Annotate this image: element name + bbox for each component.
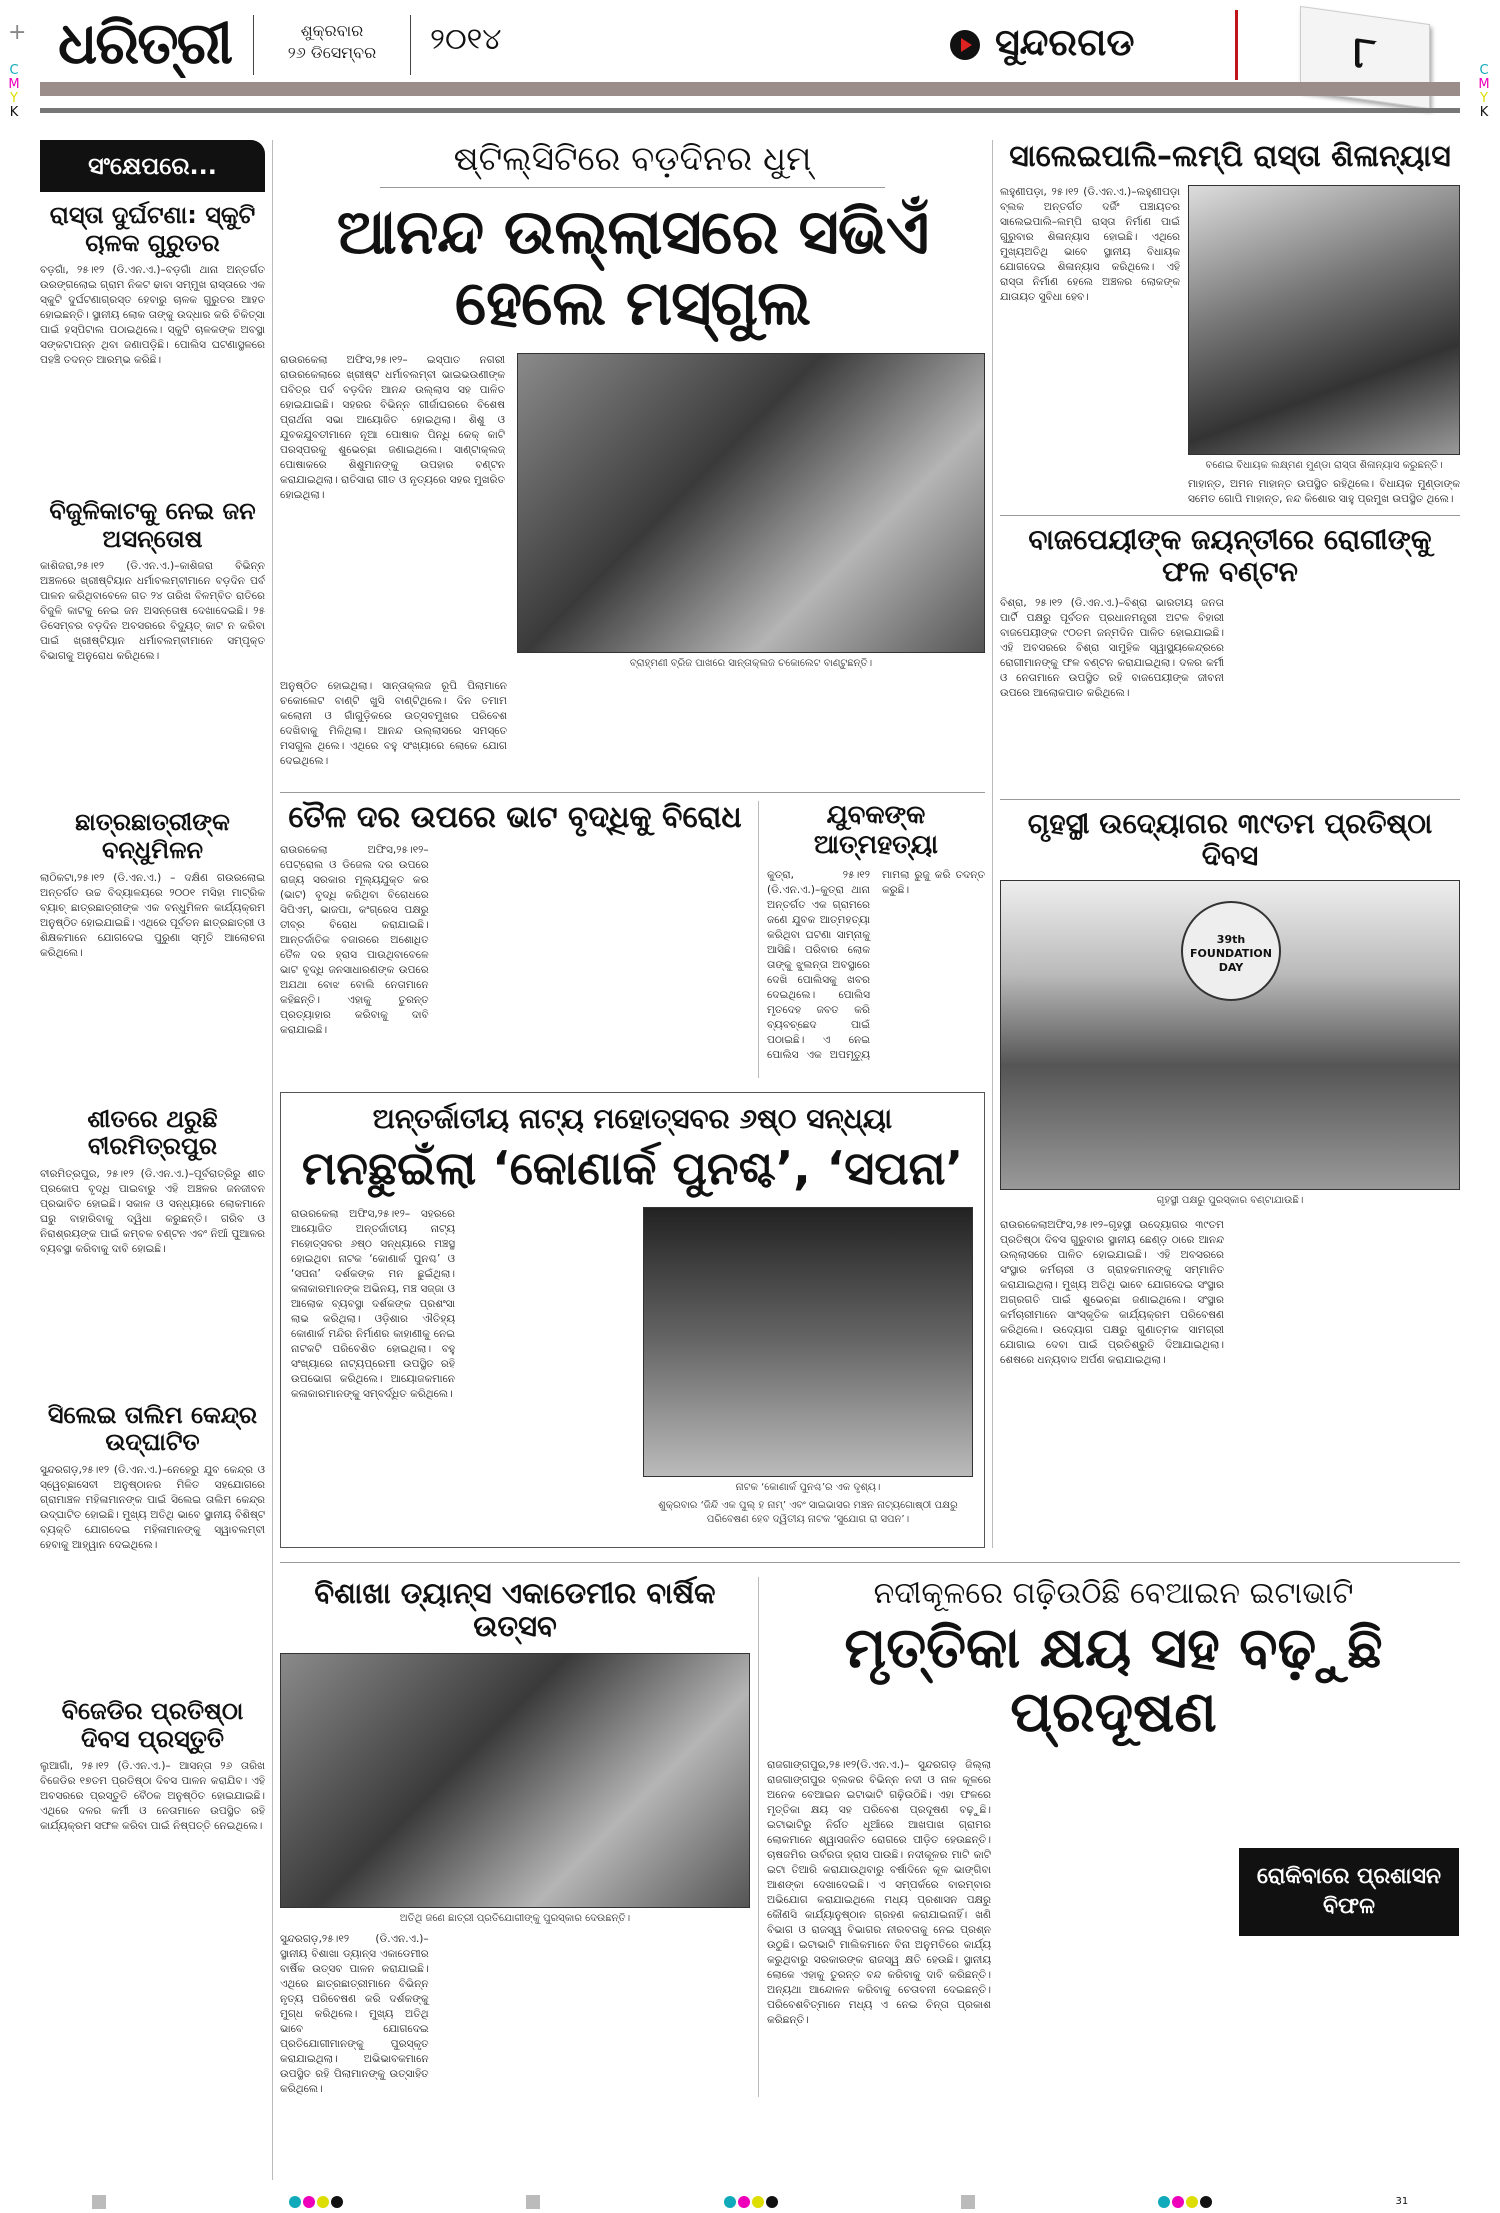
- drama-body: ରାଉରକେଲା ଅଫିସ,୨୫।୧୨– ସହରରେ ଆୟୋଜିତ ଅନ୍ତର୍ଜାତୀୟ ନାଟ୍ୟ ମହୋତ୍ସବର ୬ଷ୍ଠ ସନ୍ଧ୍ୟାରେ ମଞ୍ଚସ୍ଥ ହୋଇଥିବା ନାଟକ ‘କୋଣାର୍କ ପୁନଶ୍ଚ’ ଓ ‘ସପନା’ ଦର୍ଶକଙ୍କ ମନ ଛୁଇଁଥିଲା। କଳାକାରମାନଙ୍କ ଅଭିନୟ, ମଞ୍ଚ ସଜ୍ଜା ଓ ଆଲୋକ ବ୍ୟବସ୍ଥା ଦର୍ଶକଙ୍କ ପ୍ରଶଂସା ଲାଭ କରିଥିଲା। ଓଡ଼ିଶାର ଐତିହ୍ୟ କୋଣାର୍କ ମନ୍ଦିର ନିର୍ମାଣର କାହାଣୀକୁ ନେଇ ନାଟକଟି ପରିବେଶିତ ହୋଇଥିଲା। ବହୁ ସଂଖ୍ୟାରେ ନାଟ୍ୟପ୍ରେମୀ ଉପସ୍ଥିତ ରହି ଉପଭୋଗ କରିଥିଲେ। ଆୟୋଜକମାନେ କଳାକାରମାନଙ୍କୁ ସମ୍ବର୍ଦ୍ଧିତ କରିଥିଲେ।: [291, 1207, 455, 1400]
- header-rule-thick: [40, 82, 1460, 96]
- color-register-dots: [724, 2196, 778, 2208]
- drama-festival-box: [280, 1092, 985, 1547]
- soil-headline: ମୃତ୍ତିକା କ୍ଷୟ ସହ ବଢ଼ୁଛି ପ୍ରଦୂଷଣ: [844, 1616, 1383, 1746]
- brief-story: [40, 1402, 265, 1688]
- header-rule-thin: [40, 108, 1460, 113]
- masthead-logo: ଧରିତ୍ରୀ: [58, 9, 232, 77]
- section-rule: [1000, 515, 1460, 516]
- color-register-dots: [289, 2196, 343, 2208]
- soil-row: [767, 1758, 1460, 2088]
- lead-photo-block: [517, 353, 985, 671]
- brief-body: କାଶିଜରା,୨୫।୧୨ (ଡି.ଏନ.ଏ.)–କାଶିଜରା ବିଭିନ୍ନ ଅଞ୍ଚଳରେ ଖ୍ରୀଷ୍ଟିୟାନ ଧର୍ମାବଲମ୍ବୀମାନେ ବଡ଼ଦିନ ପର୍ବ ପାଳନ କରିଥିବାବେଳେ ଗତ ୨୪ ତାରିଖ ବିଳମ୍ବିତ ରାତିରେ ବିଜୁଳି କାଟକୁ ନେଇ ଜନ ଅସନ୍ତୋଷ ଦେଖାଦେଇଛି। ୨୫ ଡିସେମ୍ବର ବଡ଼ଦିନ ଅବସରରେ ବିଦ୍ୟୁତ୍ କାଟ ନ କରିବା ପାଇଁ ଖ୍ରୀଷ୍ଟିୟାନ ଧର୍ମାବଲମ୍ବୀମାନେ ସମ୍ପୃକ୍ତ ବିଭାଗକୁ ଅନୁରୋଧ କରିଥିଲେ।: [40, 560, 265, 663]
- soil-story: [767, 1577, 1460, 2088]
- header-day: ଶୁକ୍ରବାର: [300, 21, 364, 40]
- play-icon: [950, 30, 980, 60]
- top-row: [280, 140, 1460, 1548]
- foundation-day-photo: [1000, 880, 1460, 1190]
- section-rule: [280, 1562, 1460, 1563]
- brief-story: [40, 809, 265, 1095]
- drama-kicker: ଅନ୍ତର୍ଜାତୀୟ ନାଟ୍ୟ ମହୋତ୍ସବର ୬ଷ୍ଠ ସନ୍ଧ୍ୟା: [372, 1102, 893, 1136]
- brief-headline: ଛାତ୍ରଛାତ୍ରୀଙ୍କ ବନ୍ଧୁମିଳନ: [75, 808, 230, 864]
- gray-bar: [92, 2195, 106, 2209]
- brief-story: [40, 1106, 265, 1392]
- brief-story: [40, 1698, 265, 1834]
- page-number: ୮: [1353, 26, 1377, 81]
- center-column: [280, 140, 985, 1548]
- drama-row: [291, 1207, 974, 1537]
- header-year: ୨୦୧୪: [430, 22, 502, 57]
- brief-headline: ସିଲେଇ ତାଲିମ କେନ୍ଦ୍ର ଉଦ୍‌ଘାଟିତ: [47, 1400, 258, 1457]
- suicide-body: କୁତ୍ରା, ୨୫।୧୨ (ଡି.ଏନ.ଏ.)–କୁତ୍ରା ଥାନା ଅନ୍ତର୍ଗତ ଏକ ଗ୍ରାମରେ ଜଣେ ଯୁବକ ଆତ୍ମହତ୍ୟା କରିଥିବା ଘଟଣା ସାମ୍ନାକୁ ଆସିଛି। ପରିବାର ଲୋକ ତାଙ୍କୁ ଝୁଲନ୍ତା ଅବସ୍ଥାରେ ଦେଖି ପୋଲିସକୁ ଖବର ଦେଇଥିଲେ। ପୋଲିସ ମୃତଦେହ ଜବତ କରି ବ୍ୟବଚ୍ଛେଦ ପାଇଁ ପଠାଇଛି। ଏ ନେଇ ପୋଲିସ ଏକ ଅପମୃତ୍ୟୁ ମାମଲା ରୁଜୁ କରି ତଦନ୍ତ କରୁଛି।: [767, 869, 985, 1062]
- grihasthi-body: ରାଉରକେଲାଅଫିସ,୨୫।୧୨–ଗୃହସ୍ଥୀ ଉଦ୍ୟୋଗର ୩୯ତମ ପ୍ରତିଷ୍ଠା ଦିବସ ଗୁରୁବାର ସ୍ଥାନୀୟ ଛେଣ୍ଡ଼ ଠାରେ ଆନନ୍ଦ ଉଲ୍ଲାସରେ ପାଳିତ ହୋଇଯାଇଛି। ଏହି ଅବସରରେ ସଂସ୍ଥାର କର୍ମଚାରୀ ଓ ଗ୍ରାହକମାନଙ୍କୁ ସମ୍ମାନିତ କରାଯାଇଥିଲା। ମୁଖ୍ୟ ଅତିଥି ଭାବେ ଯୋଗଦେଇ ସଂସ୍ଥାର ଅଗ୍ରଗତି ପାଇଁ ଶୁଭେଚ୍ଛା ଜଣାଇଥିଲେ। ସଂସ୍ଥାର କର୍ମଚାରୀମାନେ ସାଂସ୍କୃତିକ କାର୍ଯ୍ୟକ୍ରମ ପରିବେଷଣ କରିଥିଲେ। ଉଦ୍ୟୋଗ ପକ୍ଷରୁ ଗୁଣାତ୍ମକ ସାମଗ୍ରୀ ଯୋଗାଇ ଦେବା ପାଇଁ ପ୍ରତିଶ୍ରୁତି ଦିଆଯାଇଥିଲା। ଶେଷରେ ଧନ୍ୟବାଦ ଅର୍ପଣ କରାଯାଇଥିଲା।: [1000, 1219, 1224, 1367]
- column-divider: [272, 140, 273, 2180]
- soil-kicker: ନଦୀକୂଳରେ ଗଢ଼ିଉଠିଛି ବେଆଇନ ଇଟାଭାଟି: [873, 1575, 1354, 1611]
- visakha-photo-caption: ଅତିଥି ଜଣେ ଛାତ୍ରୀ ପ୍ରତିଯୋଗୀଙ୍କୁ ପୁରସ୍କାର ଦେଉଛନ୍ତି।: [399, 1913, 631, 1925]
- header-divider: [253, 15, 254, 75]
- brief-headline: ରାସ୍ତା ଦୁର୍ଘଟଣା: ସ୍କୁଟି ଚାଳକ ଗୁରୁତର: [49, 201, 256, 257]
- column-divider: [758, 801, 759, 1079]
- suicide-headline: ଯୁବକଙ୍କ ଆତ୍ମହତ୍ୟା: [813, 799, 939, 860]
- gray-bar: [526, 2195, 540, 2209]
- drama-photo-block: [643, 1207, 973, 1527]
- oil-story: [280, 801, 750, 1054]
- section-rule: [280, 792, 985, 793]
- drama-photo-note: ଶୁକ୍ରବାର ‘ଜିନ୍ଦି ଏକ ପୁଲ୍ ହ ନାମ୍’ ଏବଂ ସାଇଭାସର ମଞ୍ଚନ ନାଟ୍ୟଗୋଷ୍ଠୀ ପକ୍ଷରୁ ପରିବେଷଣ ହେବ ଦ୍ୱିତୀୟ ନାଟକ ‘ସୁଯୋଗ ରା ସପନ’।: [658, 1499, 958, 1525]
- footer-strip: [0, 2190, 1500, 2213]
- oil-suicide-row: [280, 801, 985, 1079]
- vajpayee-headline: ବାଜପେୟୀଙ୍କ ଜୟନ୍ତୀରେ ରୋଗୀଙ୍କୁ ଫଳ ବଣ୍ଟନ: [1028, 522, 1432, 588]
- color-register-dots: [1158, 2196, 1212, 2208]
- grihasthi-photo-caption: ଗୃହସ୍ଥୀ ପକ୍ଷରୁ ପୁରସ୍କାର ବଣ୍ଟାଯାଉଛି।: [1156, 1195, 1304, 1207]
- bottom-row: [280, 1577, 1460, 2098]
- header-date: [262, 20, 402, 64]
- brief-body: ଲାଠିକଟା,୨୫।୧୨ (ଡି.ଏନ.ଏ.) – ଦକ୍ଷିଣ ଗଉରଲୋଇ ଅନ୍ତର୍ଗତ ଉଚ୍ଚ ବିଦ୍ୟାଳୟରେ ୨୦୦୧ ମସିହା ମାଟ୍ରିକ ବ୍ୟାଚ୍ ଛାତ୍ରଛାତ୍ରୀଙ୍କ ଏକ ବନ୍ଧୁମିଳନ କାର୍ଯ୍ୟକ୍ରମ ଅନୁଷ୍ଠିତ ହୋଇଯାଇଛି। ଏଥିରେ ପୂର୍ବତନ ଛାତ୍ରଛାତ୍ରୀ ଓ ଶିକ୍ଷକମାନେ ଯୋଗଦେଇ ପୁରୁଣା ସ୍ମୃତି ଆଲୋଚନା କରିଥିଲେ।: [40, 871, 265, 959]
- salei-body-continued: ମାହାନ୍ତ, ଅମନ ମାହାନ୍ତ ଉପସ୍ଥିତ ରହିଥିଲେ। ବିଧାୟକ ମୁଣ୍ଡାଙ୍କ ସମେତ ଗୋପି ମାହାନ୍ତ, ନନ୍ଦ କିଶୋର ସାହୁ ପ୍ରମୁଖ ଉପସ୍ଥିତ ଥିଲେ।: [1188, 477, 1460, 505]
- dance-academy-award-photo: [280, 1653, 750, 1908]
- brief-headline: ବିଜୁଳିକାଟକୁ ନେଇ ଜନ ଅସନ୍ତୋଷ: [49, 497, 256, 553]
- header-date-text: ୨୬ ଡିସେମ୍ବର: [287, 43, 377, 62]
- gray-bar: [961, 2195, 975, 2209]
- visakha-headline: ବିଶାଖା ଡ୍ୟାନ୍ସ ଏକାଡେମୀର ବାର୍ଷିକ ଉତ୍ସବ: [314, 1575, 716, 1643]
- suicide-story: [767, 801, 985, 1079]
- brief-body: ଲୁଆଗାଁ, ୨୫।୧୨ (ଡି.ଏନ.ଏ.)– ଆସନ୍ତା ୨୬ ତାରିଖ ବିଜେଡିର ୧୭ତମ ପ୍ରତିଷ୍ଠା ଦିବସ ପାଳନ କରାଯିବ। ଏହି ଅବସରରେ ପ୍ରସ୍ତୁତି ବୈଠକ ଅନୁଷ୍ଠିତ ହୋଇଯାଇଛି। ଏଥିରେ ଦଳର କର୍ମୀ ଓ ନେତାମାନେ ଉପସ୍ଥିତ ରହି କାର୍ଯ୍ୟକ୍ରମ ସଫଳ କରିବା ପାଇଁ ନିଷ୍ପତ୍ତି ନେଇଥିଲେ।: [40, 1760, 265, 1833]
- brief-headline: ଶୀତରେ ଥରୁଛି ବୀରମିତ୍ରପୁର: [87, 1104, 218, 1161]
- foundation-day-banner: 39th FOUNDATION DAY: [1181, 901, 1281, 1001]
- lead-kicker: ଷ୍ଟିଲ୍‌ସିଟିରେ ବଡ଼ଦିନର ଧୁମ୍: [453, 139, 812, 179]
- lead-headline: ଆନନ୍ଦ ଉଲ୍ଲାସରେ ସଭିଏଁ ହେଲେ ମସ୍‌ଗୁଲ: [336, 195, 929, 340]
- right-column: [1000, 140, 1460, 1518]
- drama-photo-caption: ନାଟକ ‘କୋଣାର୍କ ପୁନଶ୍ଚ’ର ଏକ ଦୃଶ୍ୟ।: [735, 1481, 881, 1493]
- drama-stage-photo: [643, 1207, 973, 1477]
- lead-body-continued: ଅନୁଷ୍ଠିତ ହୋଇଥିଲା। ସାନ୍ତାକ୍ଲଜ ରୂପି ପିଲାମାନେ ଚକୋଲେଟ ବାଣ୍ଟି ଖୁସି ବାଣ୍ଟିଥିଲେ। ଦିନ ତମାମ କଲୋନୀ ଓ ଗାଁଗୁଡ଼ିକରେ ଉତ୍ସବମୁଖର ପରିବେଶ ଦେଖିବାକୁ ମିଳିଥିଲା। ଆନନ୍ଦ ଉଲ୍ଲାସରେ ସମସ୍ତେ ମସଗୁଲ ଥିଲେ। ଏଥିରେ ବହୁ ସଂଖ୍ୟାରେ ଲୋକେ ଯୋଗ ଦେଇଥିଲେ।: [280, 679, 507, 767]
- soil-highlight-box: ରୋକିବାରେ ପ୍ରଶାସନ ବିଫଳ: [1239, 1848, 1459, 1936]
- salei-photo-caption: ବଣେଇ ବିଧାୟକ ଲକ୍ଷ୍ମଣ ମୁଣ୍ଡା ରାସ୍ତା ଶିଳାନ୍ୟାସ କରୁଛନ୍ତି।: [1205, 459, 1443, 471]
- brief-label: ସଂକ୍ଷେପରେ...: [40, 140, 265, 192]
- salei-row: [1000, 185, 1460, 507]
- lead-row: [280, 353, 985, 671]
- vajpayee-body: ବିଶ୍ରା, ୨୫।୧୨ (ଡି.ଏନ.ଏ.)–ବିଶ୍ରା ଭାରତୀୟ ଜନତା ପାର୍ଟି ପକ୍ଷରୁ ପୂର୍ବତନ ପ୍ରଧାନମନ୍ତ୍ରୀ ଅଟଳ ବିହାରୀ ବାଜପେୟୀଙ୍କ ୯୦ତମ ଜନ୍ମଦିନ ପାଳିତ ହୋଇଯାଇଛି। ଏହି ଅବସରରେ ବିଶ୍ରା ସାମୁହିକ ସ୍ୱାସ୍ଥ୍ୟକେନ୍ଦ୍ରରେ ରୋଗୀମାନଙ୍କୁ ଫଳ ବଣ୍ଟନ କରାଯାଇଥିଲା। ଦଳର କର୍ମୀ ଓ ନେତାମାନେ ଉପସ୍ଥିତ ରହି ବାଜପେୟୀଙ୍କ ଜୀବନୀ ଉପରେ ଆଲୋକପାତ କରିଥିଲେ।: [1000, 596, 1224, 699]
- drama-headline: ମନଛୁଇଁଲା ‘କୋଣାର୍କ ପୁନଶ୍ଚ’, ‘ସପନା’: [301, 1140, 964, 1195]
- main-area: [280, 140, 1460, 2097]
- oil-headline: ତୈଳ ଦର ଉପରେ ଭାଟ ବୃଦ୍ଧିକୁ ବିରୋଧ: [288, 799, 742, 835]
- column-divider: [758, 1577, 759, 2098]
- section-rule: [1000, 799, 1460, 800]
- brief-body: ବଡ଼ଗାଁ, ୨୫।୧୨ (ଡି.ଏନ.ଏ.)–ବଡ଼ଗାଁ ଥାନା ଅନ୍ତର୍ଗତ ଉରଙ୍ଗଲୋଇ ଗ୍ରାମ ନିକଟ ଢାବା ସମ୍ମୁଖ ରାସ୍ତାରେ ଏକ ସ୍କୁଟି ଦୁର୍ଘଟଣାଗ୍ରସ୍ତ ହେବାରୁ ଚାଳକ ଗୁରୁତର ଆହତ ହୋଇଛନ୍ତି। ସ୍ଥାନୀୟ ଲୋକ ତାଙ୍କୁ ଉଦ୍ଧାର କରି ଚିକିତ୍ସା ପାଇଁ ହସ୍ପିଟାଲ ପଠାଇଥିଲେ। ସ୍କୁଟି ଚାଳକଙ୍କ ଅବସ୍ଥା ସଙ୍କଟାପନ୍ନ ଥିବା ଜଣାପଡ଼ିଛି। ପୋଲିସ ଘଟଣାସ୍ଥଳରେ ପହଞ୍ଚି ତଦନ୍ତ ଆରମ୍ଭ କରିଛି।: [40, 264, 265, 367]
- lead-body: ରାଉରକେଲା ଅଫିସ,୨୫।୧୨– ଇସ୍ପାତ ନଗରୀ ରାଉରକେଲାରେ ଖ୍ରୀଷ୍ଟ ଧର୍ମାବଲମ୍ବୀ ଭାଇଭଉଣୀଙ୍କ ପବିତ୍ର ପର୍ବ ବଡ଼ଦିନ ଆନନ୍ଦ ଉଲ୍ଲାସ ସହ ପାଳିତ ହୋଇଯାଇଛି। ସହରର ବିଭିନ୍ନ ଗୀର୍ଜାଘରରେ ବିଶେଷ ପ୍ରାର୍ଥନା ସଭା ଆୟୋଜିତ ହୋଇଥିଲା। ଶିଶୁ ଓ ଯୁବକଯୁବତୀମାନେ ନୂଆ ପୋଷାକ ପିନ୍ଧି କେକ୍ କାଟି ପରସ୍ପରକୁ ଶୁଭେଚ୍ଛା ଜଣାଇଥିଲେ। ସାଣ୍ଟାକ୍ଲଜ୍ ପୋଷାକରେ ଶିଶୁମାନଙ୍କୁ ଉପହାର ବଣ୍ଟନ କରାଯାଇଥିଲା। ରାତିସାରା ଗୀତ ଓ ନୃତ୍ୟରେ ସହର ମୁଖରିତ ହୋଇଥିଲା।: [280, 353, 505, 501]
- header-divider: [410, 15, 411, 75]
- registration-mark-left: +: [8, 20, 27, 45]
- salei-photo-block: [1188, 185, 1460, 507]
- kicker-rule: [380, 187, 885, 188]
- salei-headline: ସାଲେଇପାଲି–ଲମ୍ପି ରାସ୍ତା ଶିଳାନ୍ୟାସ: [1009, 139, 1451, 174]
- brief-body: ବୀରମିତ୍ରପୁର, ୨୫।୧୨ (ଡି.ଏନ.ଏ.)–ପୂର୍ବରାତ୍ରିରୁ ଶୀତ ପ୍ରକୋପ ବୃଦ୍ଧି ପାଇବାରୁ ଏହି ଅଞ୍ଚଳର ଜନଜୀବନ ପ୍ରଭାବିତ ହୋଇଛି। ସକାଳ ଓ ସନ୍ଧ୍ୟାରେ ଲୋକମାନେ ଘରୁ ବାହାରିବାକୁ ଦ୍ୱିଧା କରୁଛନ୍ତି। ଗରିବ ଓ ନିରାଶ୍ରୟଙ୍କ ପାଇଁ କମ୍ବଳ ବଣ୍ଟନ ଏବଂ ନିଆଁ ପୁଆଳର ବ୍ୟବସ୍ଥା କରିବାକୁ ଦାବି ହୋଇଛି।: [40, 1167, 265, 1255]
- christmas-crowd-photo: [517, 353, 985, 653]
- cmyk-marks-right: C M Y K: [1478, 63, 1490, 120]
- oil-body: ରାଉରକେଲା ଅଫିସ,୨୫।୧୨– ପେଟ୍ରୋଲ ଓ ଡିଜେଲ ଦର ଉପରେ ରାଜ୍ୟ ସରକାର ମୂଲ୍ୟଯୁକ୍ତ କର (ଭାଟ) ବୃଦ୍ଧି କରିଥିବା ବିରୋଧରେ ସିପିଏମ୍, ଭାଜପା, କଂଗ୍ରେସ ପକ୍ଷରୁ ତୀବ୍ର ବିରୋଧ କରାଯାଇଛି। ଆନ୍ତର୍ଜାତିକ ବଜାରରେ ଅଶୋଧିତ ତୈଳ ଦର ହ୍ରାସ ପାଉଥିବାବେଳେ ଭାଟ ବୃଦ୍ଧି ଜନସାଧାରଣଙ୍କ ଉପରେ ଅଯଥା ବୋଝ ବୋଲି ନେତାମାନେ କହିଛନ୍ତି। ଏହାକୁ ତୁରନ୍ତ ପ୍ରତ୍ୟାହାର କରିବାକୁ ଦାବି କରାଯାଇଛି।: [280, 844, 429, 1037]
- left-briefs: [40, 140, 265, 1834]
- header-red-divider: [1235, 10, 1238, 80]
- grihasthi-headline: ଗୃହସ୍ଥୀ ଉଦ୍ୟୋଗର ୩୯ତମ ପ୍ରତିଷ୍ଠା ଦିବସ: [1027, 806, 1433, 873]
- salei-body: ଲହୁଣୀପଡ଼ା, ୨୫।୧୨ (ଡି.ଏନ.ଏ.)–ଲହୁଣୀପଡ଼ା ବ୍ଲକ ଅନ୍ତର୍ଗତ ଦର୍ଜିଂ ପଞ୍ଚାୟତର ସାଲେଇପାଲି–ଲମ୍ପି ରାସ୍ତା ନିର୍ମାଣ ପାଇଁ ଗୁରୁବାର ଶିଳାନ୍ୟାସ ହୋଇଛି। ଏଥିରେ ମୁଖ୍ୟଅତିଥି ଭାବେ ସ୍ଥାନୀୟ ବିଧାୟକ ଯୋଗଦେଇ ଶିଳାନ୍ୟାସ କରିଥିଲେ। ଏହି ରାସ୍ତା ନିର୍ମାଣ ହେଲେ ଅଞ୍ଚଳର ଲୋକଙ୍କ ଯାତାୟତ ସୁବିଧା ହେବ।: [1000, 185, 1180, 303]
- page-mark: 31: [1395, 2196, 1409, 2207]
- brief-story: [40, 498, 265, 799]
- lead-photo-caption: ବ୍ରାହ୍ମଣୀ ବ୍ରିଜ ପାଖରେ ସାନ୍ତାକ୍ଲଜ ଚକୋଲେଟ ବାଣ୍ଟୁଛନ୍ତି।: [629, 657, 873, 669]
- brief-story: [40, 202, 265, 488]
- road-foundation-photo: [1188, 185, 1460, 455]
- visakha-body: ସୁନ୍ଦରଗଡ଼,୨୫।୧୨ (ଡି.ଏନ.ଏ.)–ସ୍ଥାନୀୟ ବିଶାଖା ଡ୍ୟାନ୍ସ ଏକାଡେମୀର ବାର୍ଷିକ ଉତ୍ସବ ପାଳନ କରାଯାଇଛି। ଏଥିରେ ଛାତ୍ରଛାତ୍ରୀମାନେ ବିଭିନ୍ନ ନୃତ୍ୟ ପରିବେଷଣ କରି ଦର୍ଶକଙ୍କୁ ମୁଗ୍ଧ କରିଥିଲେ। ମୁଖ୍ୟ ଅତିଥି ଭାବେ ଯୋଗଦେଇ ପ୍ରତିଯୋଗୀମାନଙ୍କୁ ପୁରସ୍କୃତ କରାଯାଇଥିଲା। ଅଭିଭାବକମାନେ ଉପସ୍ଥିତ ରହି ପିଲାମାନଙ୍କୁ ଉତ୍ସାହିତ କରିଥିଲେ।: [280, 1933, 429, 2096]
- column-divider: [992, 140, 993, 1548]
- edition-name: ସୁନ୍ଦରଗଡ: [995, 20, 1135, 64]
- visakha-story: [280, 1577, 750, 2098]
- brief-headline: ବିଜେଡିର ପ୍ରତିଷ୍ଠା ଦିବସ ପ୍ରସ୍ତୁତି: [61, 1696, 244, 1753]
- cmyk-marks-left: C M Y K: [8, 63, 20, 120]
- brief-body: ସୁନ୍ଦରଗଡ଼,୨୫।୧୨ (ଡି.ଏନ.ଏ.)–ନେହେରୁ ଯୁବ କେନ୍ଦ୍ର ଓ ସ୍ୱେଚ୍ଛାସେବୀ ଅନୁଷ୍ଠାନର ମିଳିତ ସହଯୋଗରେ ଗ୍ରାମାଞ୍ଚଳ ମହିଳାମାନଙ୍କ ପାଇଁ ସିଲେଇ ତାଲିମ କେନ୍ଦ୍ର ଉଦ୍‌ଘାଟିତ ହୋଇଛି। ମୁଖ୍ୟ ଅତିଥି ଭାବେ ସ୍ଥାନୀୟ ବିଶିଷ୍ଟ ବ୍ୟକ୍ତି ଯୋଗଦେଇ ମହିଳାମାନଙ୍କୁ ସ୍ୱାବଲମ୍ବୀ ହେବାକୁ ଆହ୍ୱାନ ଦେଇଥିଲେ।: [40, 1463, 265, 1551]
- soil-body: ରାଜଗାଙ୍ଗପୁର,୨୫।୧୨(ଡି.ଏନ.ଏ.)– ସୁନ୍ଦରଗଡ଼ ଜିଲ୍ଲା ରାଜଗାଙ୍ଗପୁର ବ୍ଲକର ବିଭିନ୍ନ ନଦୀ ଓ ନାଳ କୂଳରେ ଅନେକ ବେଆଇନ ଇଟାଭାଟି ଗଢ଼ିଉଠିଛି। ଏହା ଫଳରେ ମୃତ୍ତିକା କ୍ଷୟ ସହ ପରିବେଶ ପ୍ରଦୂଷଣ ବଢ଼ୁଛି। ଇଟାଭାଟିରୁ ନିର୍ଗତ ଧୂଆଁରେ ଆଖପାଖ ଗ୍ରାମର ଲୋକମାନେ ଶ୍ୱାସଜନିତ ରୋଗରେ ପୀଡ଼ିତ ହେଉଛନ୍ତି। ଚାଷଜମିର ଉର୍ବରତା ହ୍ରାସ ପାଉଛି। ନଦୀକୂଳର ମାଟି କାଟି ଇଟା ତିଆରି କରାଯାଉଥିବାରୁ ବର୍ଷାଦିନେ କୂଳ ଭାଙ୍ଗିବା ଆଶଙ୍କା ଦେଖାଦେଇଛି। ଏ ସମ୍ପର୍କରେ ବାରମ୍ବାର ଅଭିଯୋଗ କରାଯାଇଥିଲେ ମଧ୍ୟ ପ୍ରଶାସନ ପକ୍ଷରୁ କୌଣସି କାର୍ଯ୍ୟାନୁଷ୍ଠାନ ଗ୍ରହଣ କରାଯାଇନାହିଁ। ଖଣି ବିଭାଗ ଓ ରାଜସ୍ୱ ବିଭାଗର ନୀରବତାକୁ ନେଇ ପ୍ରଶ୍ନ ଉଠୁଛି। ଇଟାଭାଟି ମାଲିକମାନେ ବିନା ଅନୁମତିରେ କାର୍ଯ୍ୟ କରୁଥିବାରୁ ସରକାରଙ୍କ ରାଜସ୍ୱ କ୍ଷତି ହେଉଛି। ସ୍ଥାନୀୟ ଲୋକେ ଏହାକୁ ତୁରନ୍ତ ବନ୍ଦ କରିବାକୁ ଦାବି କରିଛନ୍ତି। ଅନ୍ୟଥା ଆନ୍ଦୋଳନ କରିବାକୁ ଚେତାବନୀ ଦେଇଛନ୍ତି। ପରିବେଶବିତ୍‌ମାନେ ମଧ୍ୟ ଏ ନେଇ ଚିନ୍ତା ପ୍ରକାଶ କରିଛନ୍ତି।: [767, 1758, 991, 2026]
- soil-side: [1239, 1758, 1459, 1936]
